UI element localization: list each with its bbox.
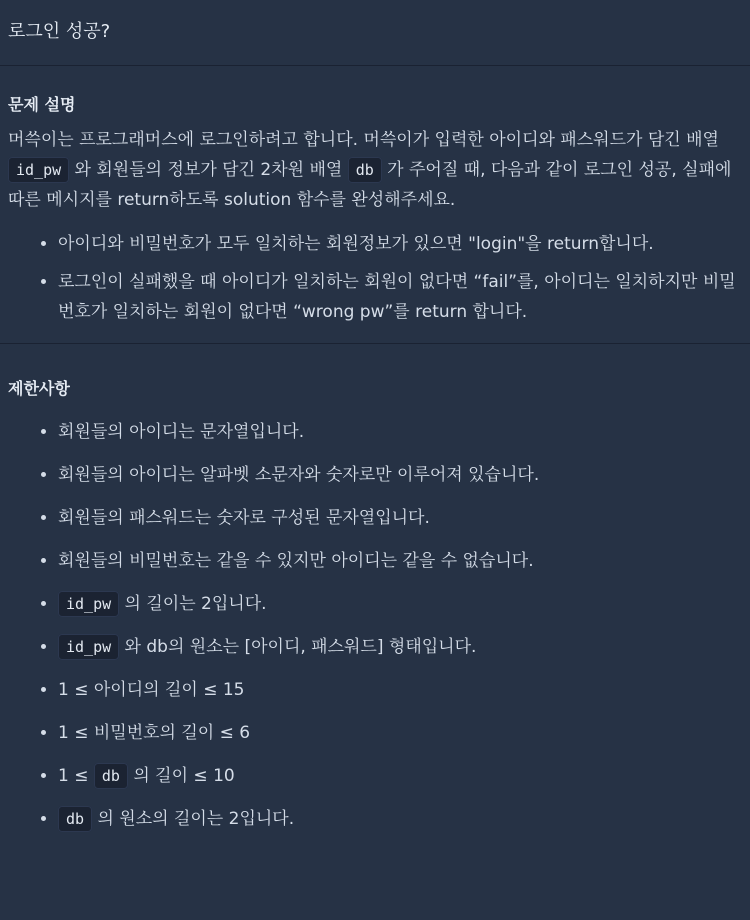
constraint-item: • 1 ≤ 아이디의 길이 ≤ 15 (58, 675, 742, 705)
code-id-pw: id_pw (8, 157, 69, 183)
problem-description (8, 125, 742, 215)
code-db: db (94, 763, 128, 789)
problem-description-heading: 문제 설명 (8, 95, 76, 114)
constraint-item: • 회원들의 아이디는 알파벳 소문자와 숫자로만 이루어져 있습니다. (58, 460, 742, 490)
constraint-text: 와 db의 원소는 [아이디, 패스워드] 형태입니다. (119, 637, 477, 657)
constraint-text: 의 길이는 2입니다. (119, 594, 267, 614)
code-id-pw: id_pw (58, 634, 119, 660)
constraint-item (58, 632, 742, 662)
constraints-list (8, 417, 742, 834)
constraint-item (58, 761, 742, 791)
rule-item: • 아이디와 비밀번호가 모두 일치하는 회원정보가 있으면 "login"을 return합니다. (58, 229, 742, 259)
code-db: db (348, 157, 382, 183)
code-id-pw: id_pw (58, 591, 119, 617)
constraint-item (58, 589, 742, 619)
problem-rules-list (8, 229, 742, 327)
page-title: 로그인 성공? (8, 20, 111, 42)
constraint-item: • 1 ≤ 비밀번호의 길이 ≤ 6 (58, 718, 742, 748)
desc-text-2: 와 회원들의 정보가 담긴 2차원 배열 (69, 160, 348, 180)
constraint-item: • 회원들의 아이디는 문자열입니다. (58, 417, 742, 447)
rule-item: • 로그인이 실패했을 때 아이디가 일치하는 회원이 없다면 “fail”를, 아이디는 일치하지만 비밀번호가 일치하는 회원이 없다면 “wrong pw”를 return 합니다. (58, 267, 742, 327)
constraint-text: 의 길이 ≤ 10 (127, 766, 235, 786)
constraints-heading: 제한사항 (8, 379, 70, 398)
page-header (0, 0, 750, 66)
constraint-item (58, 804, 742, 834)
constraint-text: 의 원소의 길이는 2입니다. (92, 809, 295, 829)
code-db: db (58, 806, 92, 832)
desc-text-1: 머쓱이는 프로그래머스에 로그인하려고 합니다. 머쓱이가 입력한 아이디와 패스워드가 담긴 배열 (8, 130, 719, 150)
constraint-item: • 회원들의 비밀번호는 같을 수 있지만 아이디는 같을 수 없습니다. (58, 546, 742, 576)
problem-content (0, 66, 750, 834)
constraint-text: 1 ≤ (58, 766, 94, 786)
desc-text-3: 가 주어질 때, 다음과 같이 로그인 성공, 실패에 따른 메시지를 return하도록 solution 함수를 완성해주세요. (8, 160, 732, 210)
constraint-item: • 회원들의 패스워드는 숫자로 구성된 문자열입니다. (58, 503, 742, 533)
